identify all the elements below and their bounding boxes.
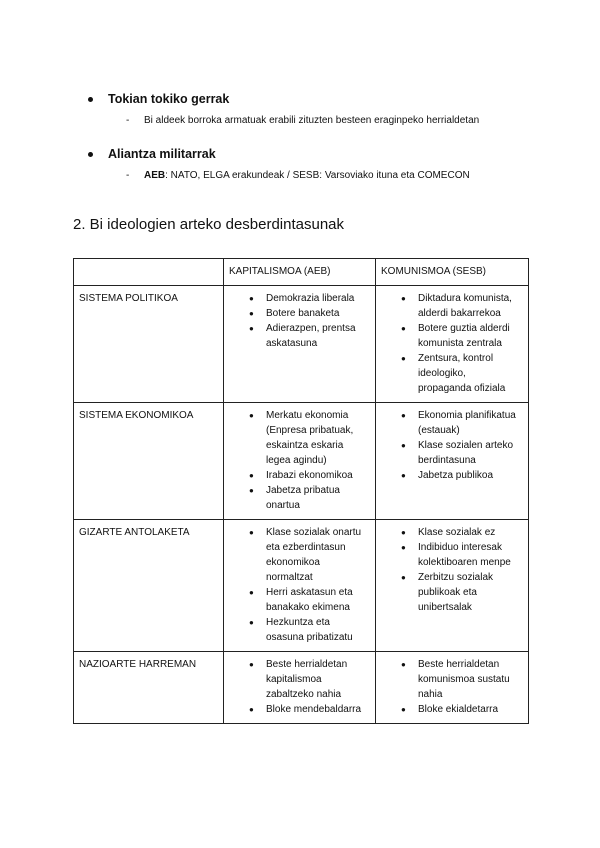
bullet-title: Aliantza militarrak	[108, 147, 216, 161]
header-cell-empty	[74, 259, 224, 286]
communism-cell	[376, 652, 529, 724]
bullet-list	[229, 291, 370, 351]
row-label: NAZIOARTE HARREMAN	[74, 652, 224, 724]
list-item: ● Klase sozialak ez	[381, 525, 523, 540]
dash-icon: -	[126, 170, 130, 181]
table-row	[74, 520, 529, 652]
list-item: ● Bloke mendebaldarra	[229, 702, 370, 717]
list-item: ● Herri askatasun eta banakako ekimena	[229, 585, 370, 615]
list-item: ● Merkatu ekonomia (Enpresa pribatuak, eskaintza eskaria legea agindu)	[229, 408, 370, 468]
capitalism-cell	[224, 520, 376, 652]
bullet-local-wars	[88, 92, 479, 126]
list-item: ● Indibiduo interesak kolektiboaren menpe	[381, 540, 523, 570]
dash-icon: -	[126, 115, 130, 126]
list-item: ● Klase sozialak onartu eta ezberdintasun ekonomikoa normaltzat	[229, 525, 370, 585]
bullet-dot-icon	[88, 152, 93, 157]
list-item: ● Jabetza publikoa	[381, 468, 523, 483]
list-item: ● Hezkuntza eta osasuna pribatizatu	[229, 615, 370, 645]
bullet-list	[381, 525, 523, 615]
list-item: ● Demokrazia liberala	[229, 291, 370, 306]
capitalism-cell	[224, 652, 376, 724]
sub-item-text: Bi aldeek borroka armatuak erabili zituzten besteen eraginpeko herrialdetan	[144, 115, 480, 126]
bullet-list	[381, 657, 523, 717]
list-item: ● Jabetza pribatua onartua	[229, 483, 370, 513]
list-item: ● Diktadura komunista, alderdi bakarrekoa	[381, 291, 523, 321]
list-item: ● Bloke ekialdetarra	[381, 702, 523, 717]
list-item: ● Beste herrialdetan kapitalismoa zabaltzeko nahia	[229, 657, 370, 702]
bullet-military-alliances	[88, 147, 470, 181]
table-row	[74, 403, 529, 520]
sub-item	[126, 170, 470, 181]
bullet-list	[229, 525, 370, 645]
list-item: ● Adierazpen, prentsa askatasuna	[229, 321, 370, 351]
row-label: SISTEMA POLITIKOA	[74, 286, 224, 403]
list-item: ● Klase sozialen arteko berdintasuna	[381, 438, 523, 468]
sub-item	[126, 115, 479, 126]
communism-cell	[376, 403, 529, 520]
bullet-dot-icon	[88, 97, 93, 102]
bullet-list	[229, 408, 370, 513]
capitalism-cell	[224, 403, 376, 520]
communism-cell	[376, 286, 529, 403]
bullet-list	[381, 408, 523, 483]
sub-item-text: : NATO, ELGA erakundeak / SESB: Varsoviako ituna eta COMECON	[165, 170, 470, 181]
capitalism-cell	[224, 286, 376, 403]
list-item: ● Botere guztia alderdi komunista zentrala	[381, 321, 523, 351]
list-item: ● Botere banaketa	[229, 306, 370, 321]
comparison-table	[73, 258, 529, 724]
bullet-list	[381, 291, 523, 396]
list-item: ● Ekonomia planifikatua (estauak)	[381, 408, 523, 438]
row-label: SISTEMA EKONOMIKOA	[74, 403, 224, 520]
row-label: GIZARTE ANTOLAKETA	[74, 520, 224, 652]
list-item: ● Beste herrialdetan komunismoa sustatu nahia	[381, 657, 523, 702]
list-item: ● Zentsura, kontrol ideologiko, propaganda ofiziala	[381, 351, 523, 396]
table-row	[74, 286, 529, 403]
header-cell-communism: KOMUNISMOA (SESB)	[376, 259, 529, 286]
section-title: 2. Bi ideologien arteko desberdintasunak	[73, 216, 345, 233]
communism-cell	[376, 520, 529, 652]
bullet-list	[229, 657, 370, 717]
header-cell-capitalism: KAPITALISMOA (AEB)	[224, 259, 376, 286]
bullet-title: Tokian tokiko gerrak	[108, 92, 230, 106]
sub-item-bold: AEB	[144, 170, 166, 181]
table-row	[74, 652, 529, 724]
list-item: ● Irabazi ekonomikoa	[229, 468, 370, 483]
list-item: ● Zerbitzu sozialak publikoak eta unibertsalak	[381, 570, 523, 615]
table-header-row	[74, 259, 529, 286]
